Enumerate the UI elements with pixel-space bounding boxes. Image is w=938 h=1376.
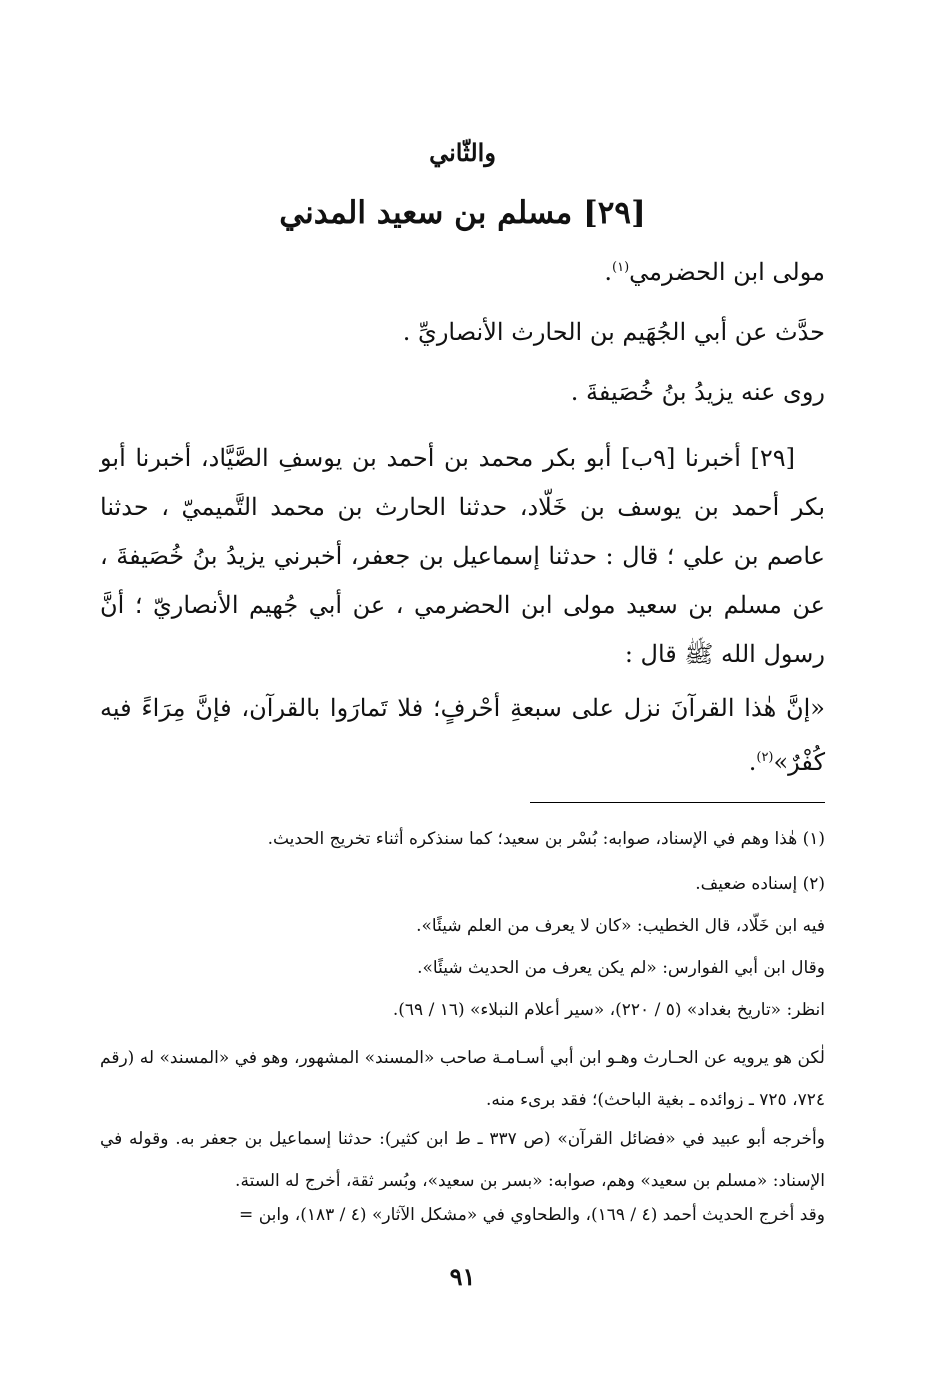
entry-info-line: روى عنه يزيدُ بنُ خُصَيفةَ . — [570, 378, 825, 406]
hadith-end: . — [748, 748, 757, 776]
section-label: والثّاني — [429, 138, 496, 167]
entry-info-line: حدَّث عن أبي الجُهَيم بن الحارث الأنصاريِّ . — [402, 318, 825, 346]
footnote: انظر: «تاريخ بغداد» (٥ / ٢٢٠)، «سير أعلام النبلاء» (١٦ / ٦٩). — [392, 1000, 825, 1020]
page-number: ٩١ — [449, 1262, 476, 1291]
footnote: فيه ابن خَلّاد، قال الخطيب: «كان لا يعرف من العلم شيئًا». — [416, 916, 825, 936]
entry-info-line — [100, 258, 825, 286]
footnote: وأخرجه أبو عبيد في «فضائل القرآن» (ص ٣٣٧ ـ ط ابن كثير): حدثنا إسماعيل بن جعفر به. وقوله في الإسناد: «مسلم بن سعيد» وهم، صوابه: «بسر بن سعيد»، وبُسر ثقة، أخرج له الستة. — [100, 1129, 825, 1191]
footnote-ref-2[interactable]: (٢) — [756, 750, 774, 765]
hadith-body: «إنَّ هٰذا القرآنَ نزل على سبعةِ أحْرفٍ؛ فلا تَمارَوا بالقرآن، فإنَّ مِرَاءً فيه كُفْرٌ» — [100, 694, 825, 776]
footnote-ref-1[interactable]: (١) — [612, 260, 630, 275]
footnote: وقال ابن أبي الفوارس: «لم يكن يعرف من الحديث شيئًا». — [417, 958, 825, 978]
hadith-chain-paragraph: [٢٩] أخبرنا [٩ب] أبو بكر محمد بن أحمد بن يوسفِ الصَّيَّاد، أخبرنا أبو بكر أحمد بن يوسف بن خَلّاد، حدثنا الحارث بن محمد التَّميميّ ، حدثنا عاصم بن علي ؛ قال : حدثنا إسماعيل بن جعفر، أخبرني يزيدُ بنُ خُصَيفةَ ، عن مسلم بن سعيد مولى ابن الحضرمي ، عن أبي جُهيم الأنصاريّ ؛ أنَّ رسول الله ﷺ قال : — [100, 444, 825, 668]
book-page — [100, 0, 825, 1376]
entry-info-end: . — [604, 258, 613, 286]
entry-info-text: مولى ابن الحضرمي — [629, 258, 825, 286]
entry-title: [٢٩] مسلم بن سعيد المدني — [279, 195, 646, 231]
footnote: (١) هٰذا وهم في الإسناد، صوابه: بُسْر بن سعيد؛ كما سنذكره أثناء تخريج الحديث. — [267, 829, 825, 849]
hadith-text — [100, 684, 825, 787]
footnote: (٢) إسناده ضعيف. — [695, 874, 825, 894]
footnote: لٰكن هو يرويه عن الحـارث وهـو ابن أبي أسـامـة صاحب «المسند» المشهور، وهو في «المسند» له (رقم ٧٢٤، ٧٢٥ ـ زوائده ـ بغية الباحث)؛ فقد برىء منه. — [100, 1048, 825, 1110]
footnote: وقد أخرج الحديث أحمد (٤ / ١٦٩)، والطحاوي في «مشكل الآثار» (٤ / ١٨٣)، وابن = — [239, 1205, 825, 1225]
footnote-divider — [530, 802, 825, 803]
